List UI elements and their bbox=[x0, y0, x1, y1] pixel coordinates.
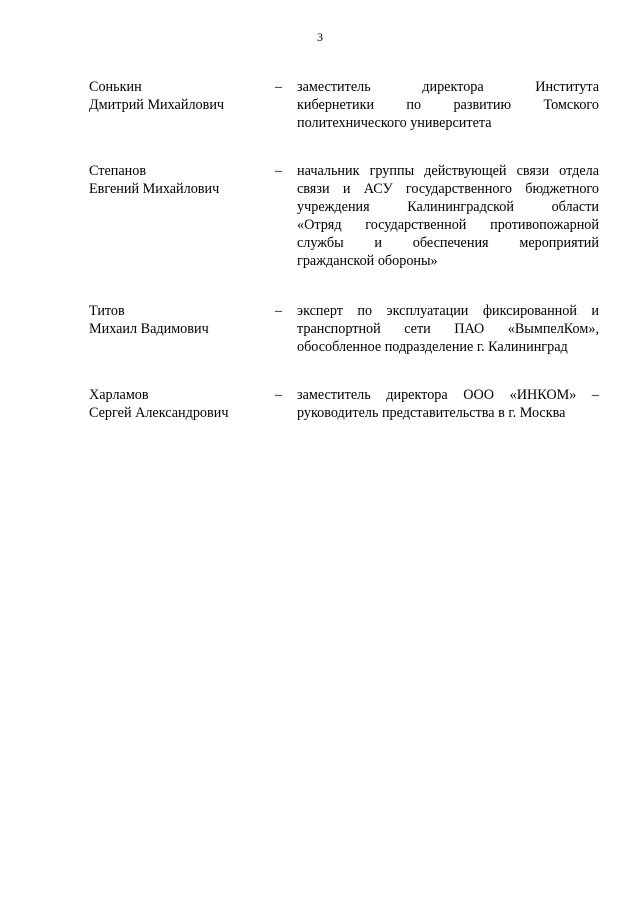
position-line: «Отряд государственной противопожарной bbox=[297, 217, 599, 233]
member-given-names: Михаил Вадимович bbox=[89, 321, 209, 337]
member-surname: Степанов bbox=[89, 163, 147, 179]
member-entry bbox=[89, 302, 599, 356]
member-surname: Титов bbox=[89, 303, 125, 319]
dash-separator: – bbox=[275, 303, 283, 319]
member-position bbox=[297, 386, 599, 422]
member-position bbox=[297, 302, 599, 356]
position-line: эксперт по эксплуатации фиксированной и bbox=[297, 303, 599, 319]
position-line: транспортной сети ПАО «ВымпелКом», bbox=[297, 321, 599, 337]
member-position bbox=[297, 162, 599, 270]
position-line: заместитель директора ООО «ИНКОМ» – bbox=[297, 387, 599, 403]
position-line: политехнического университета bbox=[297, 115, 492, 131]
dash-separator: – bbox=[275, 79, 283, 95]
member-name bbox=[89, 386, 275, 422]
member-given-names: Евгений Михайлович bbox=[89, 181, 220, 197]
member-given-names: Дмитрий Михайлович bbox=[89, 97, 225, 113]
dash-separator: – bbox=[275, 387, 283, 403]
position-line: заместитель директора Института bbox=[297, 79, 599, 95]
position-line: начальник группы действующей связи отдела bbox=[297, 163, 599, 179]
member-entry bbox=[89, 386, 599, 422]
member-surname: Сонькин bbox=[89, 79, 142, 95]
position-line: гражданской обороны» bbox=[297, 253, 438, 269]
page-number: 3 bbox=[317, 30, 323, 44]
position-line: руководитель представительства в г. Москва bbox=[297, 405, 566, 421]
position-line: учреждения Калининградской области bbox=[297, 199, 599, 215]
member-name bbox=[89, 162, 275, 270]
member-surname: Харламов bbox=[89, 387, 149, 403]
position-line: кибернетики по развитию Томского bbox=[297, 97, 599, 113]
position-line: обособленное подразделение г. Калининград bbox=[297, 339, 568, 355]
position-line: службы и обеспечения мероприятий bbox=[297, 235, 599, 251]
dash-separator: – bbox=[275, 163, 283, 179]
member-name bbox=[89, 78, 275, 132]
member-entry bbox=[89, 162, 599, 270]
member-given-names: Сергей Александрович bbox=[89, 405, 229, 421]
member-entry bbox=[89, 78, 599, 132]
position-line: связи и АСУ государственного бюджетного bbox=[297, 181, 599, 197]
member-list bbox=[89, 78, 599, 452]
member-name bbox=[89, 302, 275, 356]
member-position bbox=[297, 78, 599, 132]
